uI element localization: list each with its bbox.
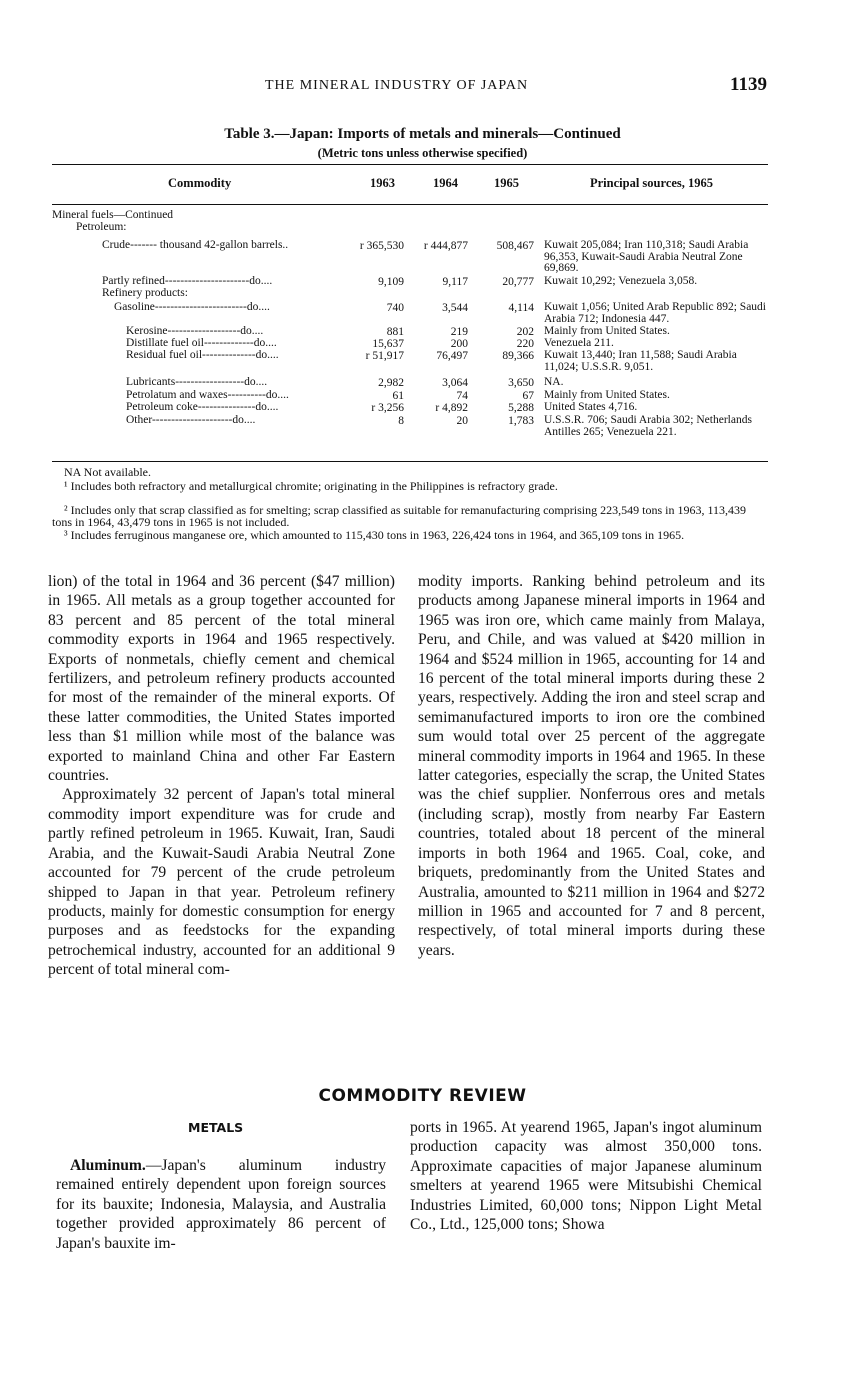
cell-sources: Venezuela 211. [544, 337, 614, 349]
cell-1965: 4,114 [508, 302, 534, 314]
cell-1963: r 51,917 [365, 350, 404, 362]
cell-1964: r 4,892 [435, 402, 468, 414]
footnote-na: NA Not available. [64, 465, 151, 479]
cell-1965: 220 [516, 338, 534, 350]
cell-1965: 508,467 [496, 240, 534, 252]
cell-1964: 200 [450, 338, 468, 350]
col-header-1965: 1965 [494, 176, 519, 190]
cell-1964: 20 [456, 415, 468, 427]
running-head-title: THE MINERAL INDUSTRY OF JAPAN [265, 78, 529, 93]
cell-1965: 67 [522, 390, 534, 402]
page-number: 1139 [730, 74, 767, 95]
paragraph-text: —Japan's aluminum industry remained entirely dependent upon foreign sources for its bauxite; Indonesia, Malaysia, and Australia together provided approximately 86 percent of Japan's bauxite im- [56, 1157, 386, 1252]
cell-1963: 2,982 [378, 377, 404, 389]
cell-sources: Mainly from United States. [544, 389, 670, 401]
cell-1965: 1,783 [508, 415, 534, 427]
section-heading: COMMODITY REVIEW [318, 1086, 527, 1106]
paragraph: lion) of the total in 1964 and 36 percent ($47 million) in 1965. All metals as a group together accounted for 83 percent and 85 percent of the total mineral commodity exports in 1964 and 1965 respectively. Exports of nonmetals, chiefly cement and chemical fertilizers, and petroleum refinery products accounted for most of the remainder of the mineral exports. Of these latter commodities, the United States imported less than $1 million while most of the balance was exported to mainland China and other Far Eastern countries. [48, 573, 395, 785]
cell-1965: 202 [516, 326, 534, 338]
cell-1964: 9,117 [442, 276, 468, 288]
cell-1965: 20,777 [502, 276, 534, 288]
table-row-commodity: Petrolatum and waxes----------do.... [126, 389, 289, 401]
paragraph: modity imports. Ranking behind petroleum and its products among Japanese mineral imports in 1964 and 1965 was iron ore, which came mainly from Malaya, Peru, and Chile, and was valued at $420 million in 1964 and $524 million in 1965, accounting for 14 and 16 percent of the total mineral imports during these 2 years, respectively. Adding the iron and steel scrap and semimanufactured imports to iron ore the combined sum would total over 25 percent of the aggregate mineral commodity imports in 1964 and 1965. In these latter categories, especially the scrap, the United States was the chief supplier. Nonferrous ores and metals (including scrap), mostly from nearby Far Eastern countries, totaled about 18 percent of the mineral imports in both 1964 and 1965. Coal, coke, and briquets, predominantly from the United States and Australia, amounted to $211 million in 1964 and $272 million in 1965 and accounted for 7 and 8 percent, respectively, of total mineral imports during these years. [418, 573, 765, 959]
table-title: Table 3.—Japan: Imports of metals and minerals—Continued [224, 126, 621, 142]
paragraph: Approximately 32 percent of Japan's total mineral commodity import expenditure was for crude and partly refined petroleum in 1965. Kuwait, Iran, Saudi Arabia, and the Kuwait-Saudi Arabia Neutral Zone accounted for 79 percent of the crude petroleum shipped to Japan in that year. Petroleum refinery products, mainly for domestic consumption for energy purposes and as feedstocks for the expanding petrochemical industry, accounted for an additional 9 percent of total mineral com- [48, 786, 395, 979]
table-subtitle: (Metric tons unless otherwise specified) [317, 146, 528, 160]
cell-sources: Kuwait 1,056; United Arab Republic 892; Saudi Arabia 712; Indonesia 447. [544, 301, 766, 325]
table-row-commodity: Distillate fuel oil-------------do.... [126, 337, 277, 349]
table-row-commodity: Partly refined----------------------do.... [102, 275, 273, 287]
cell-1964: r 444,877 [423, 240, 468, 252]
review-right-column [410, 1118, 762, 1234]
cell-1963: 9,109 [378, 276, 404, 288]
col-header-sources: Principal sources, 1965 [590, 176, 714, 190]
cell-sources: Kuwait 205,084; Iran 110,318; Saudi Arabia 96,353, Kuwait-Saudi Arabia Neutral Zone 69,869. [544, 239, 749, 275]
cell-1963: 15,637 [372, 338, 404, 350]
cell-sources: NA. [544, 376, 564, 388]
table-header-rule [52, 204, 768, 205]
body-left-column [48, 572, 395, 980]
cell-1964: 76,497 [436, 350, 468, 362]
subsection-heading: METALS [188, 1120, 244, 1135]
table-row-commodity: Kerosine-------------------do.... [126, 325, 264, 337]
cell-1965: 5,288 [508, 402, 534, 414]
table-row-commodity: Residual fuel oil--------------do.... [126, 349, 279, 361]
cell-1964: 74 [456, 390, 468, 402]
cell-1963: r 3,256 [371, 402, 404, 414]
table-row-commodity: Petroleum coke---------------do.... [126, 401, 279, 413]
commodity-lead: Aluminum. [70, 1157, 146, 1174]
cell-1963: 881 [386, 326, 404, 338]
table-row-commodity: Other---------------------do.... [126, 414, 256, 426]
cell-sources: United States 4,716. [544, 401, 638, 413]
section-label: Refinery products: [102, 287, 188, 299]
footnote-3: ³ Includes ferruginous manganese ore, which amounted to 115,430 tons in 1963, 226,424 tons in 1964, and 365,109 tons in 1965. [64, 528, 685, 542]
paragraph: ports in 1965. At yearend 1965, Japan's ingot aluminum production capacity was almost 350,000 tons. Approximate capacities of major Japanese aluminum smelters at yearend 1965 were Mitsubishi Chemical Industries Limited, 60,000 tons; Nippon Light Metal Co., Ltd., 125,000 tons; Showa [410, 1119, 762, 1234]
table-top-rule [52, 164, 768, 165]
cell-1963: 8 [398, 415, 404, 427]
col-header-1964: 1964 [433, 176, 458, 190]
cell-1963: 740 [386, 302, 404, 314]
cell-1964: 3,544 [442, 302, 468, 314]
cell-1964: 3,064 [442, 377, 468, 389]
body-right-column [418, 572, 765, 960]
review-left-column [56, 1156, 386, 1253]
col-header-commodity: Commodity [168, 176, 232, 190]
cell-sources: Kuwait 10,292; Venezuela 3,058. [544, 275, 698, 287]
cell-sources: U.S.S.R. 706; Saudi Arabia 302; Netherlands Antilles 265; Venezuela 221. [544, 414, 752, 438]
col-header-1963: 1963 [370, 176, 395, 190]
section-label: Mineral fuels—Continued [52, 209, 174, 221]
section-label: Petroleum: [76, 221, 127, 233]
table-row-commodity: Lubricants------------------do.... [126, 376, 268, 388]
table-row-commodity: Gasoline------------------------do.... [114, 301, 270, 313]
paragraph [56, 1156, 386, 1253]
cell-1965: 3,650 [508, 377, 534, 389]
table-row-commodity: Crude------- thousand 42-gallon barrels.. [102, 239, 289, 251]
cell-1963: r 365,530 [359, 240, 404, 252]
footnote-1: ¹ Includes both refractory and metallurgical chromite; originating in the Philippines is refractory grade. [64, 479, 558, 493]
cell-1964: 219 [450, 326, 468, 338]
cell-1963: 61 [392, 390, 404, 402]
cell-sources: Mainly from United States. [544, 325, 670, 337]
footnote-2: ² Includes only that scrap classified as for smelting; scrap classified as suitable for remanufacturing comprising 223,549 tons in 1963, 113,439 tons in 1964, 43,479 tons in 1965 is not included. [52, 503, 746, 529]
cell-sources: Kuwait 13,440; Iran 11,588; Saudi Arabia 11,024; U.S.S.R. 9,051. [544, 349, 737, 373]
table-bottom-rule [52, 461, 768, 462]
cell-1965: 89,366 [502, 350, 534, 362]
